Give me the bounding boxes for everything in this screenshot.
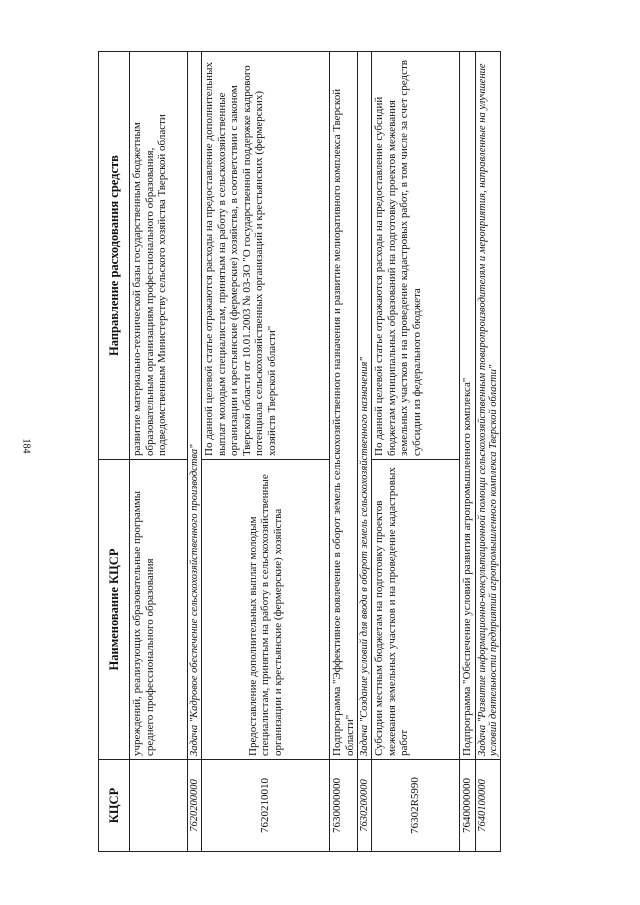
row-code: 7620210010 (202, 760, 330, 852)
table-row-subprogram (330, 52, 358, 852)
page-number: 184 (20, 438, 32, 454)
table-row-task (358, 52, 372, 852)
header-kcsr: КЦСР (99, 760, 130, 852)
row-direction: По данной целевой статье отражаются расходы на предоставление дополнительных выплат молодым специалистам, принятым на работу в сельскохозяйственные организации и крестьянские (фермерские) хозяйства, в соответствии с законом Тверской области от 10.01.2003 № 03-ЗО "О государственной поддержке кадрового потенциала сельскохозяйственных организаций и крестьянских (фермерских) хозяйств Тверской области" (202, 52, 330, 460)
row-code: 7630200000 (358, 760, 372, 852)
row-code: 76302R5990 (372, 760, 460, 852)
row-name: Подпрограмма "Эффективное вовлечение в оборот земель сельскохозяйственного назначения и развитие мелиоративного комплекса Тверской области" (330, 52, 358, 760)
table-row-task (475, 52, 500, 852)
row-name: Задача "Создание условий для ввода в оборот земель сельскохозяйственного назначения" (358, 52, 372, 760)
table-row (372, 52, 460, 852)
row-code (130, 760, 188, 852)
table-row-task (188, 52, 202, 852)
row-name: Предоставление дополнительных выплат молодым специалистам, принятым на работу в сельскохозяйственные организации и крестьянские (фермерские) хозяйства (202, 460, 330, 760)
row-code: 7620200000 (188, 760, 202, 852)
row-direction: развитие материально-технической базы государственным бюджетным образовательным организациям профессионального образования, подведомственным Министерству сельского хозяйства Тверской области (130, 52, 188, 460)
row-name: Субсидии местным бюджетам на подготовку проектов межевания земельных участков и на проведение кадастровых работ (372, 460, 460, 760)
budget-classification-table (98, 52, 542, 852)
row-direction: По данной целевой статье отражаются расходы на предоставление субсидий бюджетам муниципальных образований на подготовку проектов межевания земельных участков и на проведение кадастровых работ, в том числе за счет средств субсидии из федерального бюджета (372, 52, 460, 460)
table-row-subprogram (460, 52, 476, 852)
row-code: 7640100000 (475, 760, 500, 852)
row-name: Задача "Кадровое обеспечение сельскохозяйственного производства" (188, 52, 202, 760)
table-row (130, 52, 188, 852)
row-name: Задача "Развитие информационно-консультационной помощи сельскохозяйственным товаропроизводителям и мероприятия, направленные на улучшение условий деятельности предприятий агропромышленного комплекса Тверской области" (475, 52, 500, 760)
row-code: 7630000000 (330, 760, 358, 852)
header-direction: Направление расходования средств (99, 52, 130, 460)
header-kcsr-name: Наименование КЦСР (99, 460, 130, 760)
table-header-row (99, 52, 130, 852)
table-row (202, 52, 330, 852)
row-name: учреждений, реализующих образовательные программы среднего профессионального образования (130, 460, 188, 760)
row-name: Подпрограмма "Обеспечение условий развития агропромышленного комплекса" (460, 52, 476, 760)
row-code: 7640000000 (460, 760, 476, 852)
